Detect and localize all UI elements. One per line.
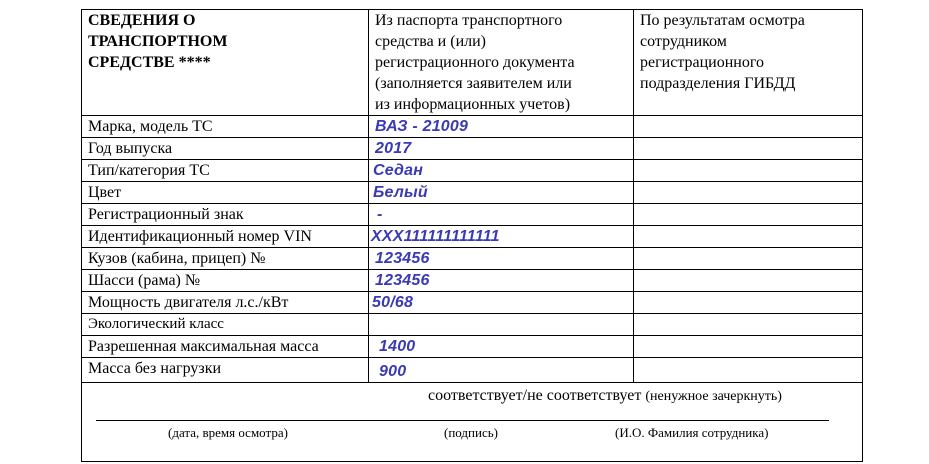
row-label: Цвет (82, 182, 369, 204)
table-row (82, 358, 863, 383)
row-value: 50/68 (372, 294, 414, 311)
row-inspection-cell[interactable] (634, 292, 863, 314)
table-row (82, 314, 863, 336)
table-row (82, 204, 863, 226)
row-value: - (377, 206, 383, 223)
row-value-cell[interactable] (369, 204, 634, 226)
row-value-cell[interactable] (369, 292, 634, 314)
row-value-cell[interactable] (369, 270, 634, 292)
row-label: Марка, модель ТС (82, 116, 369, 138)
vehicle-info-form (81, 9, 862, 457)
row-value-cell[interactable] (369, 314, 634, 336)
table-row (82, 182, 863, 204)
header-cell-passport (369, 10, 634, 116)
signature-row (82, 383, 863, 462)
row-inspection-cell[interactable] (634, 116, 863, 138)
header-inspection-text: По результатам осмотра сотрудником регистрационного подразделения ГИБДД (640, 12, 805, 92)
row-inspection-cell[interactable] (634, 160, 863, 182)
table-row (82, 160, 863, 182)
row-value-cell[interactable] (369, 248, 634, 270)
row-inspection-cell[interactable] (634, 358, 863, 383)
row-value: Белый (373, 184, 428, 201)
row-label: Регистрационный знак (82, 204, 369, 226)
caption-date-time: (дата, время осмотра) (168, 425, 288, 440)
row-inspection-cell[interactable] (634, 248, 863, 270)
table-row (82, 138, 863, 160)
row-value: Седан (373, 162, 424, 179)
row-label: Кузов (кабина, прицеп) № (82, 248, 369, 270)
row-value: 123456 (375, 250, 430, 267)
vehicle-info-table (81, 9, 863, 462)
table-row (82, 336, 863, 358)
signature-cell (82, 383, 863, 462)
row-inspection-cell[interactable] (634, 270, 863, 292)
row-label: Тип/категория ТС (82, 160, 369, 182)
header-cell-inspection (634, 10, 863, 116)
header-cell-vehicle-info (82, 10, 369, 116)
row-label: Экологический класс (82, 314, 369, 336)
row-label: Разрешенная максимальная масса (82, 336, 369, 358)
row-label: Масса без нагрузки (82, 358, 369, 383)
caption-signature: (подпись) (444, 425, 498, 440)
row-value: 1400 (379, 338, 416, 355)
row-inspection-cell[interactable] (634, 138, 863, 160)
table-header-row (82, 10, 863, 116)
conformity-note: (ненужное зачеркнуть) (645, 389, 782, 404)
row-inspection-cell[interactable] (634, 336, 863, 358)
row-value: 2017 (375, 140, 412, 157)
table-row (82, 292, 863, 314)
row-inspection-cell[interactable] (634, 226, 863, 248)
header-passport-text: Из паспорта транспортного средства и (или) регистрационного документа (заполняется заявителем или из информационных учетов) (375, 12, 575, 113)
row-value: XXX111111111111 (371, 228, 500, 245)
header-vehicle-info-title: СВЕДЕНИЯ О ТРАНСПОРТНОМ СРЕДСТВЕ **** (88, 12, 228, 71)
row-value: 123456 (375, 272, 430, 289)
row-value-cell[interactable] (369, 226, 634, 248)
table-row (82, 116, 863, 138)
row-value-cell[interactable] (369, 358, 634, 383)
row-label: Шасси (рама) № (82, 270, 369, 292)
row-label: Мощность двигателя л.с./кВт (82, 292, 369, 314)
row-value-cell[interactable] (369, 138, 634, 160)
table-row (82, 270, 863, 292)
row-value-cell[interactable] (369, 160, 634, 182)
conformity-text[interactable]: соответствует/не соответствует (428, 387, 642, 404)
row-value: ВАЗ - 21009 (375, 118, 469, 135)
row-inspection-cell[interactable] (634, 314, 863, 336)
table-row (82, 226, 863, 248)
signature-line (96, 420, 829, 421)
row-inspection-cell[interactable] (634, 182, 863, 204)
row-label: Идентификационный номер VIN (82, 226, 369, 248)
table-row (82, 248, 863, 270)
conformity-line (428, 387, 782, 405)
row-inspection-cell[interactable] (634, 204, 863, 226)
row-value: 900 (379, 363, 407, 380)
row-value-cell[interactable] (369, 116, 634, 138)
row-value-cell[interactable] (369, 336, 634, 358)
row-label: Год выпуска (82, 138, 369, 160)
row-value-cell[interactable] (369, 182, 634, 204)
caption-officer-name: (И.О. Фамилия сотрудника) (615, 425, 769, 440)
